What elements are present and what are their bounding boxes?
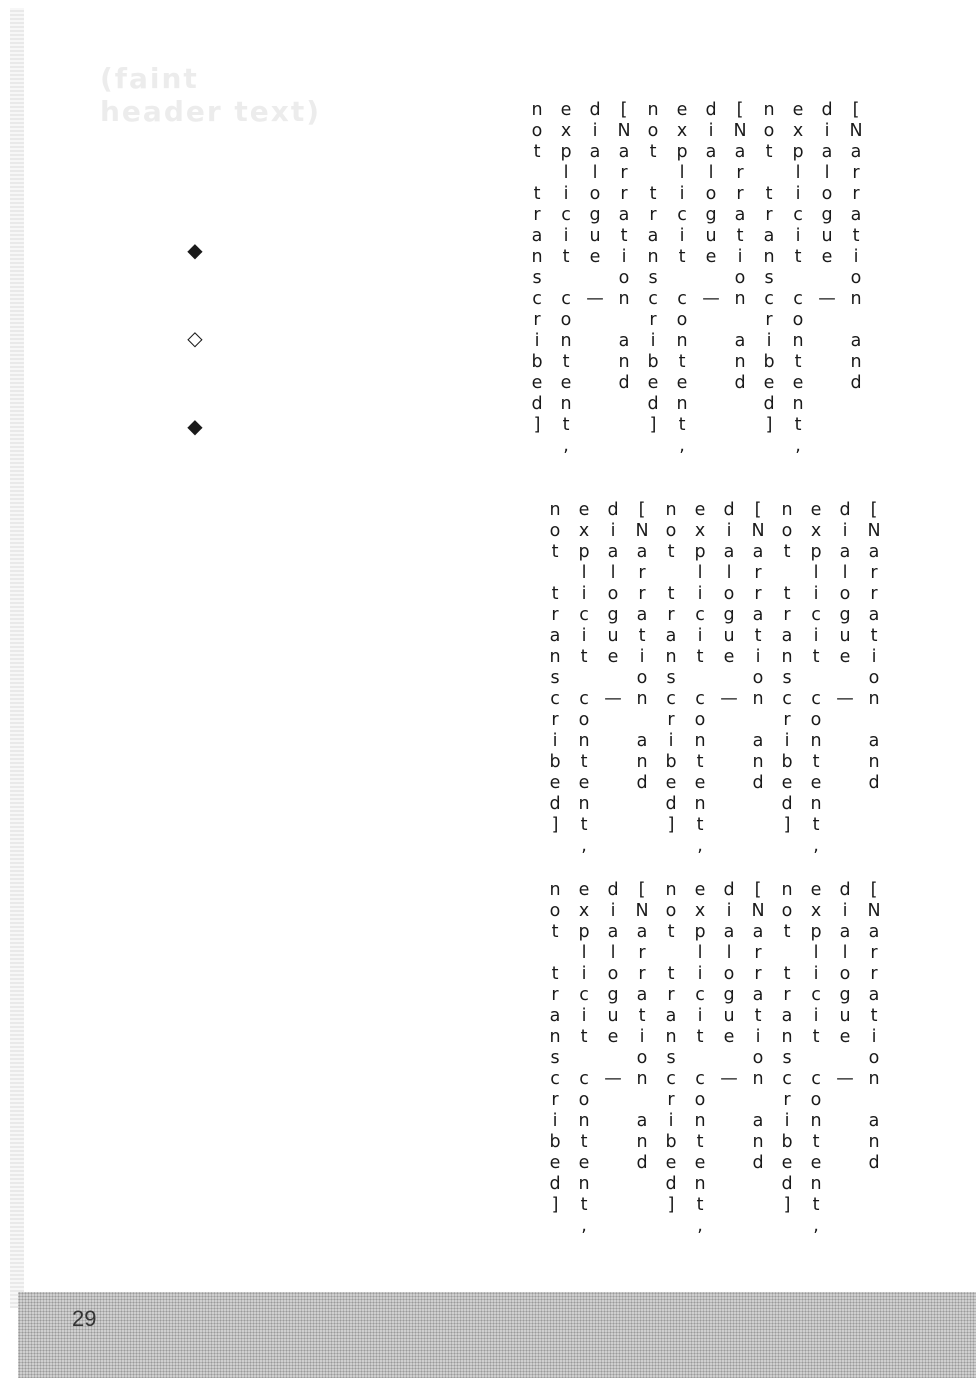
diamond-outline-icon: ◇ <box>187 326 203 350</box>
paragraph: [Narration and dialogue — explicit content, not transcribed] <box>545 500 652 857</box>
diamond-filled-icon: ◆ <box>187 414 203 438</box>
paragraph: [Narration and dialogue — explicit content, not transcribed] <box>777 500 884 857</box>
paragraph: [Narration and dialogue — explicit content, not transcribed] <box>545 880 652 1237</box>
paragraph: [Narration and dialogue — explicit content, not transcribed] <box>661 500 768 857</box>
page-binding-edge <box>10 8 24 1308</box>
text-block-upper <box>170 100 870 470</box>
paragraph: [Narration and dialogue — explicit content, not transcribed] <box>643 100 750 457</box>
text-block-lower <box>168 880 888 1260</box>
footer-band <box>18 1292 976 1378</box>
paragraph: [Narration and dialogue — explicit content, not transcribed] <box>661 880 768 1237</box>
diamond-filled-icon: ◆ <box>187 238 203 262</box>
text-block-middle <box>168 500 888 870</box>
paragraph: [Narration and dialogue — explicit content, not transcribed] <box>527 100 634 457</box>
page-number: 29 <box>72 1306 97 1331</box>
paragraph: [Narration and dialogue — explicit content, not transcribed] <box>777 880 884 1237</box>
paragraph: [Narration and dialogue — explicit content, not transcribed] <box>759 100 866 457</box>
ghost-header-title: (faint header text) <box>100 62 322 128</box>
